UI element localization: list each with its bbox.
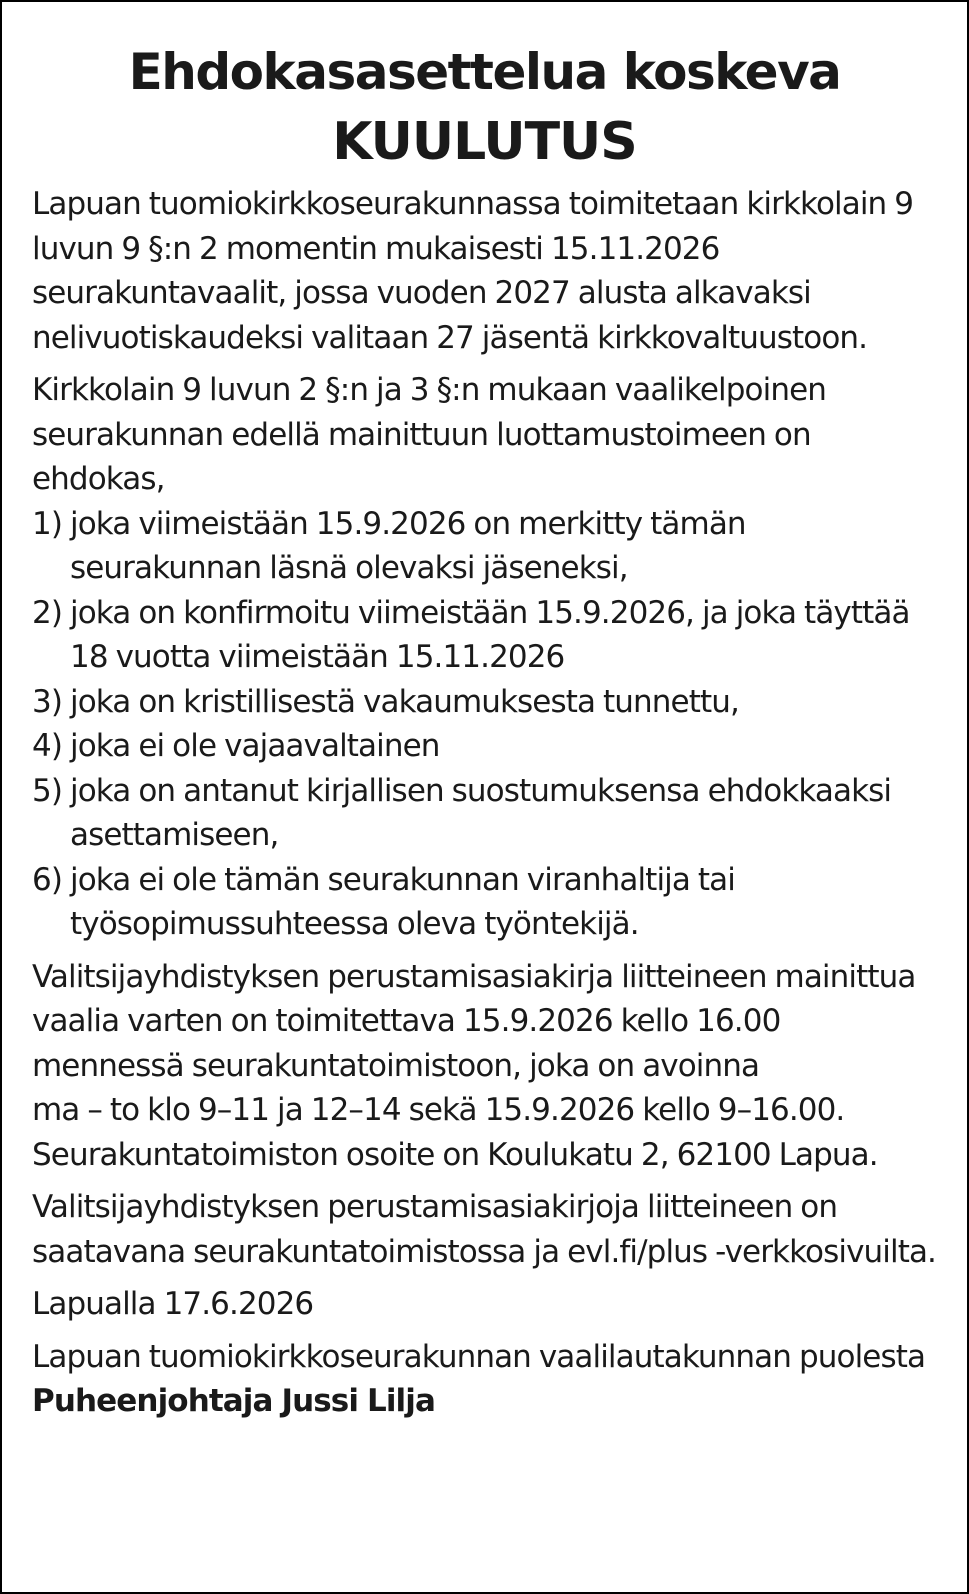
condition-number: 3) (32, 683, 63, 720)
condition-text: joka on antanut kirjallisen suostumuksensa ehdokkaaksi asettamiseen, (70, 772, 892, 853)
eligibility-paragraph: Kirkkolain 9 luvun 2 §:n ja 3 §:n mukaan vaalikelpoinen seurakunnan edellä mainittuun luottamustoimeen on ehdokas, (32, 372, 826, 497)
condition-number: 2) (32, 594, 63, 631)
place-and-date: Lapualla 17.6.2026 (32, 1286, 314, 1322)
submission-deadline-text: Valitsijayhdistyksen perustamisasiakirja liitteineen mainittua vaalia varten on toimitettava 15.9.2026 kello 16.00 mennessä seurakuntatoimistoon, joka on avoinna (32, 958, 916, 1084)
condition-item (32, 858, 937, 947)
notice-title: Ehdokasasettelua koskeva (128, 43, 841, 101)
conditions-list (32, 502, 937, 947)
notice-subtitle: KUULUTUS (332, 112, 637, 172)
condition-text: joka on konfirmoitu viimeistään 15.9.2026, ja joka täyttää 18 vuotta viimeistään 15.11.2026 (70, 594, 910, 675)
condition-text: joka on kristillisestä vakaumuksesta tunnettu, (70, 683, 739, 720)
signature-on-behalf: Lapuan tuomiokirkkoseurakunnan vaalilautakunnan puolesta (32, 1338, 926, 1375)
condition-item (32, 591, 937, 680)
condition-item (32, 724, 937, 769)
condition-text: joka ei ole vajaavaltainen (70, 728, 440, 764)
condition-item (32, 502, 937, 591)
notice-body (32, 182, 937, 1424)
office-hours-text: ma – to klo 9–11 ja 12–14 sekä 15.9.2026 kello 9–16.00. (32, 1092, 845, 1128)
condition-item (32, 680, 937, 725)
intro-paragraph: Lapuan tuomiokirkkoseurakunnassa toimitetaan kirkkolain 9 luvun 9 §:n 2 momentin mukaisesti 15.11.2026 seurakuntavaalit, jossa vuoden 2027 alusta alkavaksi nelivuotiskaudeksi valitaan 27 jäsentä kirkkovaltuustoon. (32, 186, 914, 356)
condition-text: joka viimeistään 15.9.2026 on merkitty tämän seurakunnan läsnä olevaksi jäseneksi, (70, 505, 746, 586)
office-address-text: Seurakuntatoimiston osoite on Koulukatu 2, 62100 Lapua. (32, 1136, 878, 1173)
condition-number: 6) (32, 861, 63, 898)
condition-item (32, 769, 937, 858)
signature-name: Puheenjohtaja Jussi Lilja (32, 1383, 436, 1419)
condition-text: joka ei ole tämän seurakunnan viranhaltija tai työsopimussuhteessa oleva työntekijä. (70, 861, 735, 942)
condition-number: 4) (32, 728, 63, 764)
submission-paragraph (32, 955, 937, 1178)
condition-number: 5) (32, 772, 63, 809)
condition-number: 1) (32, 505, 63, 542)
availability-paragraph: Valitsijayhdistyksen perustamisasiakirjoja liitteineen on saatavana seurakuntatoimistossa ja evl.fi/plus -verkkosivuilta. (32, 1189, 936, 1270)
